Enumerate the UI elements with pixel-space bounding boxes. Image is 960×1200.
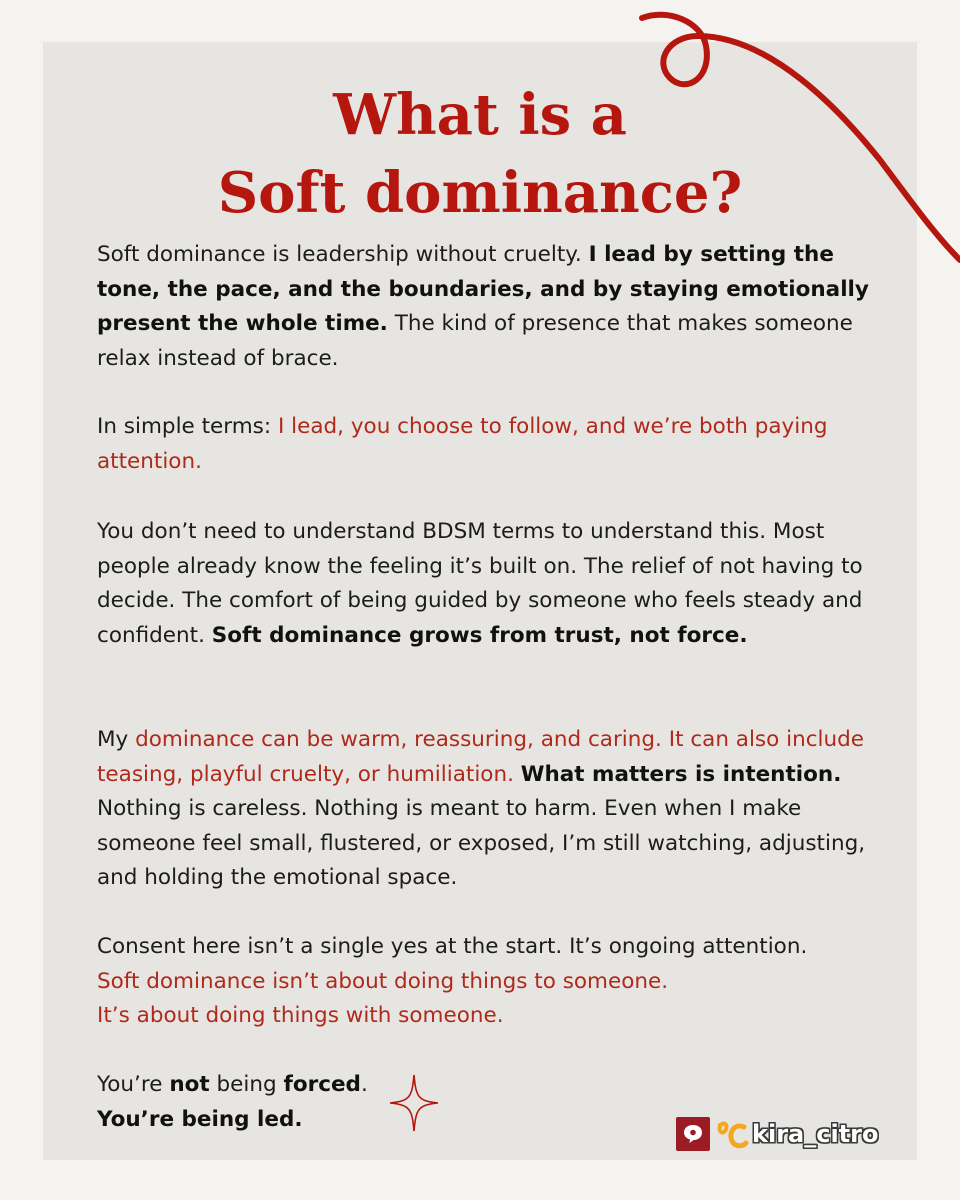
paragraph-feeling: You don’t need to understand BDSM terms to understand this. Most people already know the feeling it’s built on. The relief of not having to decide. The comfort of being guided by someone who feels steady and confident. Soft dominance grows from trust, not force. [97,519,863,648]
paragraph-closing: You’re not being forced. You’re being led. [97,1072,368,1132]
title-line-2: Soft dominance? [217,160,743,226]
paragraph-intention: My dominance can be warm, reassuring, and caring. It can also include teasing, playful cruelty, or humiliation. What matters is intention. Nothing is careless. Nothing is meant to harm. Even when I make someone feel small, flustered, or exposed, I’m still watching, adjusting, and holding the emotional space. [97,727,866,890]
creator-badge[interactable] [676,1116,878,1152]
badge-logo [676,1117,710,1151]
swirl-logo-icon [714,1117,750,1151]
sparkle-icon [388,1073,440,1133]
title-line-1: What is a [333,82,627,148]
paragraph-definition: Soft dominance is leadership without cruelty. I lead by setting the tone, the pace, and the boundaries, and by staying emotionally present the whole time. The kind of presence that makes someone relax instead of brace. [97,242,869,371]
speech-bubble-icon [681,1122,705,1146]
paragraph-simple-terms: In simple terms: I lead, you choose to follow, and we’re both paying attention. [97,414,828,474]
creator-handle[interactable]: kira_citro [752,1120,879,1148]
paragraph-consent: Consent here isn’t a single yes at the start. It’s ongoing attention. Soft dominance isn’t about doing things to someone. It’s about doing things with someone. [97,934,808,1028]
